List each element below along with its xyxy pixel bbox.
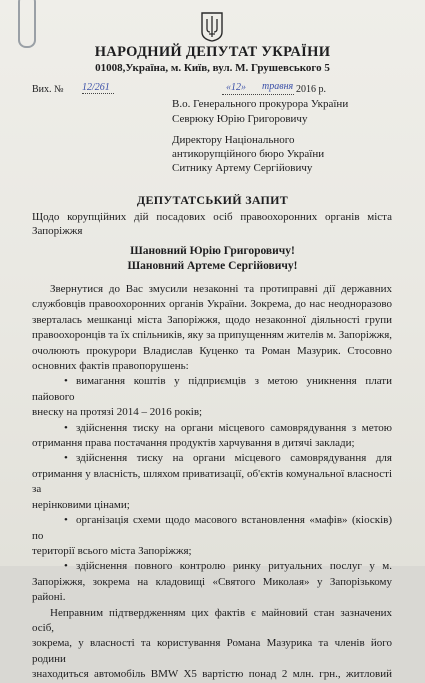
outgoing-label: Вих. № bbox=[32, 84, 64, 95]
subject-line: Щодо корупційних дій посадових осіб правоохоронних органів міста Запоріжжя bbox=[32, 211, 392, 237]
bullet-item: • організація схеми щодо масового встановлення «мафів» (кіосків) по bbox=[32, 514, 392, 542]
date-underline bbox=[222, 94, 294, 95]
recipient-line: антикорупційного бюро України bbox=[172, 148, 325, 160]
recipient-line: В.о. Генерального прокурора України bbox=[172, 98, 349, 110]
bullet-item: • здійснення тиску на органи місцевого самоврядування з метою bbox=[32, 421, 392, 436]
body-line: Запоріжжя, зокрема на кладовищі «Святого Миколая» у Запорізькому районі. bbox=[32, 575, 392, 604]
body-line: правоохоронців та їх спільників, яку за припущенням жителів м. Запоріжжя, bbox=[32, 329, 392, 342]
date-day: «12» bbox=[226, 82, 246, 93]
letter-body bbox=[32, 282, 392, 683]
bullet-dot: • bbox=[64, 514, 68, 527]
bullet-item: • здійснення повного контролю ринку ритуальних послуг у м. bbox=[32, 559, 392, 574]
recipient-line: Директору Національного bbox=[172, 134, 295, 146]
date-month: травня bbox=[262, 81, 294, 92]
body-line: території всього міста Запоріжжя; bbox=[32, 544, 192, 557]
coat-of-arms-icon bbox=[200, 12, 224, 42]
header-address: 01008,Україна, м. Київ, вул. М. Грушевського 5 bbox=[95, 62, 330, 74]
body-line: внеску на протязі 2014 – 2016 років; bbox=[32, 406, 203, 419]
bullet-item: • здійснення тиску на органи місцевого самоврядування для bbox=[32, 451, 392, 466]
date-year: 2016 р. bbox=[296, 84, 326, 95]
document-title: ДЕПУТАТСЬКИЙ ЗАПИТ bbox=[136, 193, 289, 207]
body-line: основних фактів правопорушень: bbox=[32, 360, 189, 373]
body-line: очолюють прокурори Владислав Куценко та Роман Мазурик. Стосовно bbox=[32, 344, 392, 357]
bullet-dot: • bbox=[64, 560, 68, 573]
recipient-line: Ситнику Артему Сергійовичу bbox=[172, 162, 313, 174]
header-title: НАРОДНИЙ ДЕПУТАТ УКРАЇНИ bbox=[94, 44, 331, 60]
body-line: службовців правоохоронних органів України. Зокрема, до нас неодноразово bbox=[32, 298, 392, 311]
body-line: зокрема, у власності та користування Романа Мазурика та членів його родини bbox=[32, 637, 392, 665]
outgoing-number: 12/261 bbox=[82, 82, 114, 94]
body-line: Звернутися до Вас змусили незаконні та протиправні дії державних bbox=[50, 283, 392, 295]
body-line: Неправним підтвердженням цих фактів є майновий стан зазначених осіб, bbox=[32, 606, 392, 634]
body-line: нерінковими цінами; bbox=[32, 498, 130, 511]
greeting: Шановний Юрію Григоровичу! bbox=[130, 245, 295, 257]
bullet-dot: • bbox=[64, 452, 68, 465]
recipient-line: Севрюку Юрію Григоровичу bbox=[172, 113, 308, 125]
greeting: Шановний Артеме Сергійовичу! bbox=[127, 260, 298, 272]
body-line: отримання у власність, шляхом приватизації, об'єктів комунальної власності за bbox=[32, 467, 392, 496]
body-line: зверталась мешканці міста Запоріжжя, щодо незаконної діяльності групи bbox=[32, 313, 392, 326]
bullet-dot: • bbox=[64, 375, 68, 388]
bullet-item: • вимагання коштів у підприємців з метою уникнення плати пайового bbox=[32, 375, 392, 403]
body-line: знаходиться автомобіль BMW X5 вартістю понад 2 млн. грн., житловий bbox=[32, 668, 392, 681]
body-line: отримання права постачання продуктів харчування в дитячі заклади; bbox=[32, 437, 355, 450]
paper-clip bbox=[18, 0, 36, 48]
bullet-dot: • bbox=[64, 421, 68, 434]
